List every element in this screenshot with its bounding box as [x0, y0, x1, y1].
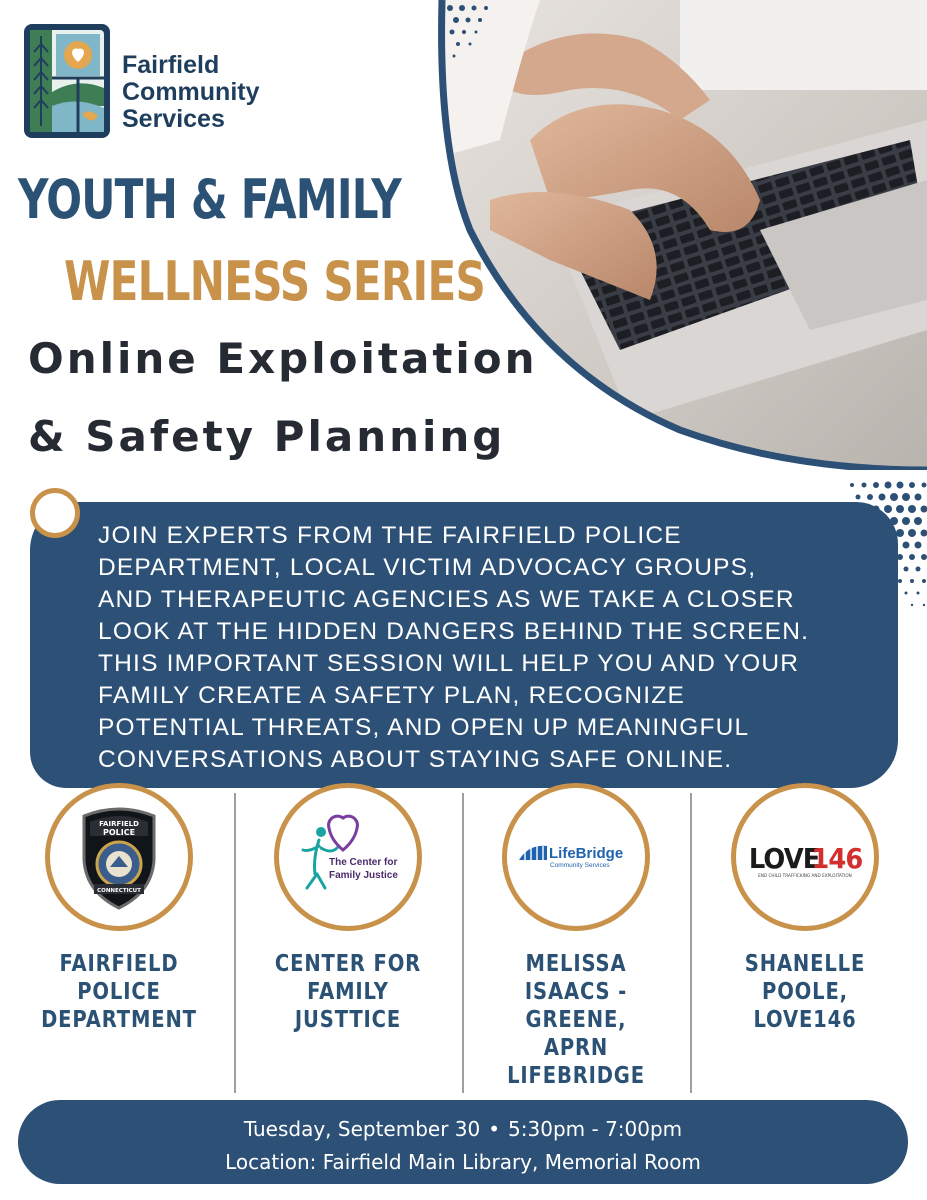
description-line: CONVERSATIONS ABOUT STAYING SAFE ONLINE.	[98, 746, 733, 773]
partner-name-line: FAMILY	[307, 979, 389, 1005]
family-justice-logo-text: Family Justice	[329, 870, 398, 881]
partner-name-line: ISAACS -	[524, 979, 628, 1005]
partner-name-line: LOVE146	[753, 1007, 857, 1033]
partner-name-line: CENTER FOR	[274, 951, 422, 977]
fairfield-logo-icon	[22, 22, 112, 140]
event-time: 5:30pm - 7:00pm	[508, 1117, 683, 1141]
partner-name-line: POOLE,	[762, 979, 848, 1005]
partner-name-line: GREENE,	[525, 1007, 627, 1033]
event-location: Location: Fairfield Main Library, Memorial Room	[225, 1150, 701, 1174]
partner-logo-family-justice	[274, 783, 422, 931]
partner-name-love146	[720, 950, 890, 1034]
badge-text: CONNECTICUT	[97, 888, 141, 894]
series-title-line1: YOUTH & FAMILY	[18, 168, 402, 231]
organization-name	[122, 52, 260, 133]
love146-logo-text: LOVE	[748, 843, 820, 876]
partner-divider	[234, 793, 236, 1093]
ring-decoration	[30, 488, 80, 538]
family-justice-logo-text: The Center for	[329, 857, 398, 868]
partner-divider	[462, 793, 464, 1093]
description-line: AND THERAPEUTIC AGENCIES AS WE TAKE A CLOSER	[98, 586, 795, 613]
partner-name-line: POLICE	[77, 979, 161, 1005]
partner-logo-police	[45, 783, 193, 931]
organization-name-line: Services	[122, 105, 225, 133]
bullet-separator: •	[488, 1117, 501, 1141]
partner-name-line: APRN	[543, 1035, 609, 1061]
organization-name-line: Community	[122, 78, 260, 106]
laptop-typing-photo	[430, 0, 927, 470]
partner-name-family-justice	[263, 950, 433, 1034]
session-title-line1: Online Exploitation	[28, 334, 538, 383]
description-line: FAMILY CREATE A SAFETY PLAN, RECOGNIZE	[98, 682, 686, 709]
badge-text: POLICE	[102, 828, 136, 837]
description-line: DEPARTMENT, LOCAL VICTIM ADVOCACY GROUPS,	[98, 554, 757, 581]
description-text	[98, 520, 888, 776]
family-justice-logo-icon	[279, 788, 417, 926]
love146-tagline: END CHILD TRAFFICKING AND EXPLOITATION	[758, 873, 852, 878]
partner-divider	[690, 793, 692, 1093]
partner-name-line: SHANELLE	[744, 951, 866, 977]
partner-name-lifebridge	[491, 950, 661, 1090]
description-line: LOOK AT THE HIDDEN DANGERS BEHIND THE SCREEN.	[98, 618, 810, 645]
love146-logo-text: 146	[811, 843, 863, 876]
partner-name-line: DEPARTMENT	[41, 1007, 197, 1033]
organization-name-line: Fairfield	[122, 51, 220, 79]
police-badge-icon	[50, 788, 188, 926]
partner-name-line: MELISSA	[525, 951, 627, 977]
partner-logo-lifebridge	[502, 783, 650, 931]
series-title-line2: WELLNESS SERIES	[64, 250, 486, 313]
event-date: Tuesday, September 30	[243, 1117, 481, 1141]
description-line: POTENTIAL THREATS, AND OPEN UP MEANINGFUL	[98, 714, 750, 741]
partner-name-line: LIFEBRIDGE	[507, 1063, 645, 1089]
love146-logo-icon	[736, 788, 874, 926]
partner-logo-love146	[731, 783, 879, 931]
partner-name-police	[34, 950, 204, 1034]
event-date-time	[18, 1117, 908, 1141]
description-line: JOIN EXPERTS FROM THE FAIRFIELD POLICE	[98, 522, 682, 549]
lifebridge-logo-text: LifeBridge	[549, 845, 624, 862]
partner-name-line: JUSTTICE	[294, 1007, 402, 1033]
lifebridge-logo-text: Community Services	[550, 862, 610, 869]
lifebridge-logo-icon	[507, 788, 645, 926]
badge-text: FAIRFIELD	[99, 820, 139, 828]
session-title-line2: & Safety Planning	[28, 412, 506, 461]
partner-name-line: FAIRFIELD	[59, 951, 179, 977]
description-line: THIS IMPORTANT SESSION WILL HELP YOU AND YOUR	[98, 650, 800, 677]
